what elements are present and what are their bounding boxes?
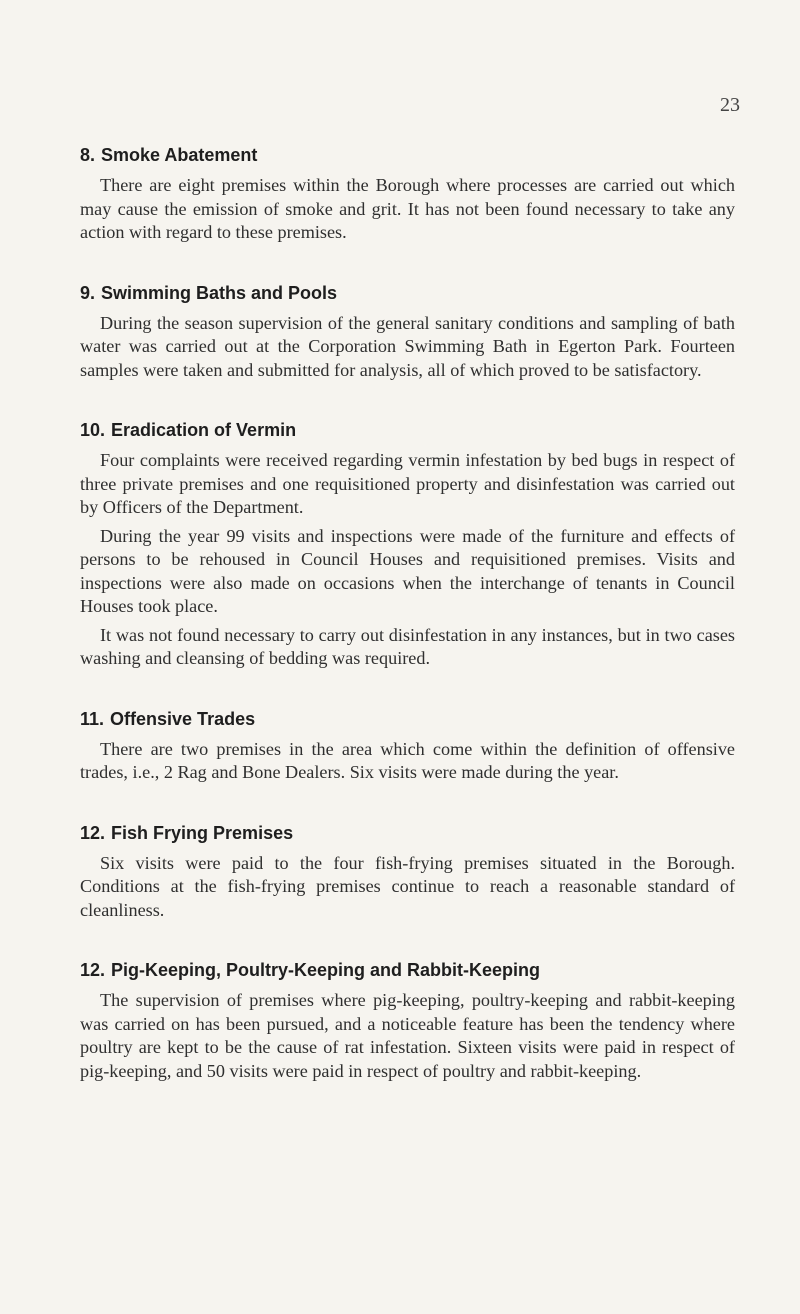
paragraph: Four complaints were received regarding vermin infestation by bed bugs in respect of three private premises and one requisitioned property and disinfestation was carried out by Officers of the Department. xyxy=(80,450,735,517)
section-heading xyxy=(80,142,735,168)
section-title: Offensive Trades xyxy=(110,708,256,729)
section-title: Eradication of Vermin xyxy=(111,420,297,440)
paragraph: There are two premises in the area which come within the definition of offensive trades, i.e., 2 Rag and Bone Dealers. Six visits were made during the year. xyxy=(80,738,735,782)
section-fish-frying-premises xyxy=(80,820,735,923)
section-number: 9. xyxy=(80,282,96,303)
section-number: 10. xyxy=(80,420,106,440)
section-heading xyxy=(80,417,735,443)
section-number: 12. xyxy=(80,822,106,843)
paragraph: During the year 99 visits and inspections were made of the furniture and effects of persons to be rehoused in Council Houses and requisitioned premises. Visits and inspections were also made on occasions when the interchange of tenants in Council Houses took place. xyxy=(80,525,735,616)
section-eradication-of-vermin xyxy=(80,417,735,671)
section-offensive-trades xyxy=(80,706,735,785)
section-number: 8. xyxy=(80,145,96,165)
paragraph: During the season supervision of the general sanitary conditions and sampling of bath water was carried out at the Corporation Swimming Bath in Egerton Park. Fourteen samples were taken and submitted for analysis, all of which proved to be satisfactory. xyxy=(80,312,735,380)
paragraph: The supervision of premises where pig-keeping, poultry-keeping and rabbit-keeping was carried on has been pursued, and a noticeable feature has been the tendency where poultry are kept to be the cause of rat infestation. Sixteen visits were paid in respect of pig-keeping, and 50 visits were paid in respect of poultry and rabbit-keeping. xyxy=(80,990,735,1081)
section-swimming-baths xyxy=(80,280,735,383)
section-animal-keeping xyxy=(80,957,735,1083)
section-title: Swimming Baths and Pools xyxy=(101,282,338,303)
section-title: Pig-Keeping, Poultry-Keeping and Rabbit-Keeping xyxy=(111,960,541,980)
document-body xyxy=(80,142,735,1118)
section-heading xyxy=(80,820,735,846)
section-number: 12. xyxy=(80,960,106,980)
section-heading xyxy=(80,280,735,306)
paragraph: It was not found necessary to carry out disinfestation in any instances, but in two cases washing and cleansing of bedding was required. xyxy=(80,624,735,668)
section-number: 11. xyxy=(80,708,105,729)
page-number: 23 xyxy=(720,94,740,116)
section-title: Smoke Abatement xyxy=(101,145,258,165)
section-smoke-abatement xyxy=(80,142,735,245)
paragraph: Six visits were paid to the four fish-frying premises situated in the Borough. Conditions at the fish-frying premises continue to reach a reasonable standard of cleanliness. xyxy=(80,852,735,920)
paragraph: There are eight premises within the Borough where processes are carried out which may cause the emission of smoke and grit. It has not been found necessary to take any action with regard to these premises. xyxy=(80,175,735,242)
section-heading xyxy=(80,706,735,732)
section-title: Fish Frying Premises xyxy=(111,822,294,843)
section-heading xyxy=(80,957,735,983)
